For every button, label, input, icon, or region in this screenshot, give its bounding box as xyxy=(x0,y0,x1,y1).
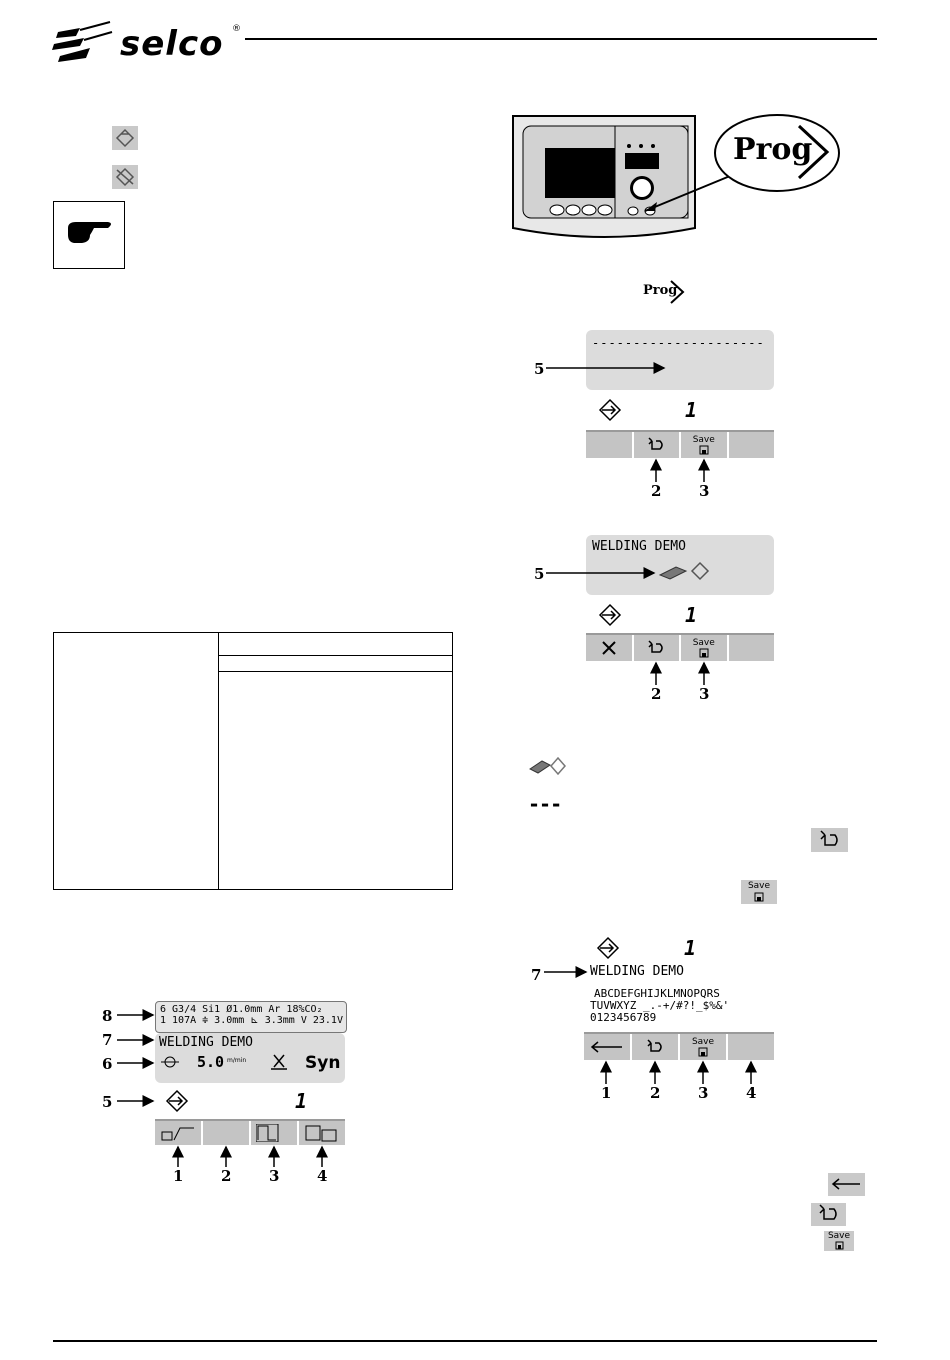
prog-icon xyxy=(112,126,138,150)
callout-5: 5 xyxy=(534,360,545,378)
backspace-icon xyxy=(828,1173,865,1196)
memory-chip-icon xyxy=(528,757,552,775)
prog-icon xyxy=(690,561,710,581)
softkey-2[interactable] xyxy=(203,1121,251,1145)
status-line-2: 1 107A ≑ 3.0mm ⊾ 3.3mm V 23.1V xyxy=(160,1015,343,1026)
demo-title: WELDING DEMO xyxy=(592,539,686,554)
prog-callout-label: Prog xyxy=(733,132,813,167)
info-table xyxy=(53,632,453,890)
softkey-4[interactable] xyxy=(299,1121,345,1145)
enter-icon xyxy=(165,1089,189,1113)
prog-arrow-icon xyxy=(795,122,835,182)
graph-icon xyxy=(160,1124,196,1142)
charset-line-2[interactable]: TUVWXYZ _.-+/#?!_$%&' xyxy=(590,999,730,1012)
prog-small-arrow-icon xyxy=(669,279,685,305)
demo-program-figure xyxy=(530,533,780,708)
callout-key-3: 3 xyxy=(269,1167,280,1185)
legend-save-icon-2 xyxy=(824,1231,854,1251)
softkey-cancel[interactable] xyxy=(586,635,634,661)
callout-key-2: 2 xyxy=(651,482,662,500)
callout-key-1: 1 xyxy=(601,1084,612,1102)
cancel-icon xyxy=(600,639,618,657)
undo-icon xyxy=(646,640,666,656)
prog-locked-icon xyxy=(112,165,138,189)
callout-7: 7 xyxy=(102,1031,113,1049)
save-label: Save xyxy=(692,637,715,648)
softkey-undo[interactable] xyxy=(632,1034,680,1060)
undo-icon xyxy=(645,1039,665,1055)
note-box xyxy=(53,201,125,269)
save-icon xyxy=(698,1047,708,1057)
softkey-undo[interactable] xyxy=(634,635,682,661)
wire-speed-unit: m/min xyxy=(227,1057,247,1064)
pointing-hand-icon xyxy=(54,202,124,268)
prog-icon xyxy=(550,757,566,775)
main-display-figure xyxy=(95,995,365,1190)
demo-lcd xyxy=(586,535,774,595)
legend-undo-icon xyxy=(811,828,848,852)
save-label: Save xyxy=(692,434,715,445)
softkey-backspace[interactable] xyxy=(584,1034,632,1060)
callout-5: 5 xyxy=(102,1093,113,1111)
callout-key-2: 2 xyxy=(650,1084,661,1102)
callout-key-3: 3 xyxy=(698,1084,709,1102)
callout-arrows xyxy=(528,930,788,1105)
legend-save-icon xyxy=(741,880,777,904)
legend-memory-icon xyxy=(528,755,568,777)
header-rule xyxy=(245,38,877,40)
softkey-bar xyxy=(584,1032,774,1060)
status-bar xyxy=(155,1001,347,1033)
header-logo xyxy=(50,18,250,68)
softkey-save[interactable] xyxy=(680,1034,728,1060)
name-edit-figure xyxy=(528,930,788,1105)
empty-dashes: --------------------- xyxy=(592,336,765,350)
legend-undo-icon-2 xyxy=(811,1203,846,1226)
callout-key-4: 4 xyxy=(746,1084,757,1102)
callout-key-2: 2 xyxy=(651,685,662,703)
undo-icon xyxy=(811,1203,846,1226)
wire-speed-value: 5.0 xyxy=(197,1053,225,1071)
softkey-save[interactable] xyxy=(681,635,729,661)
registered-mark: ® xyxy=(232,24,241,34)
softkey-4[interactable] xyxy=(729,432,775,458)
status-line-1: 6 G3/4 Si1 Ø1.0mm Ar 18%CO₂ xyxy=(160,1004,323,1015)
pulse-off-icon xyxy=(256,1124,292,1142)
memory-chip-icon xyxy=(658,563,688,581)
callout-key-2: 2 xyxy=(221,1167,232,1185)
softkey-3[interactable] xyxy=(251,1121,299,1145)
prog-small-label: Prog xyxy=(643,283,678,298)
torch-icon xyxy=(269,1053,289,1071)
charset-line-3[interactable]: 0123456789 xyxy=(590,1011,657,1024)
undo-icon xyxy=(646,437,666,453)
softkey-undo[interactable] xyxy=(634,432,682,458)
callout-7: 7 xyxy=(531,966,542,984)
callout-key-3: 3 xyxy=(699,482,710,500)
control-panel-figure xyxy=(505,108,850,248)
callout-5: 5 xyxy=(534,565,545,583)
program-number: 1 xyxy=(685,398,698,422)
enter-icon xyxy=(598,398,622,422)
save-icon xyxy=(699,445,709,455)
enter-icon xyxy=(598,603,622,627)
selco-swirl-icon xyxy=(50,18,120,68)
program-number: 1 xyxy=(684,936,697,960)
softkey-4[interactable] xyxy=(729,635,775,661)
program-title: WELDING DEMO xyxy=(159,1035,253,1050)
main-lcd xyxy=(155,1033,345,1083)
softkey-4[interactable] xyxy=(728,1034,774,1060)
save-label: Save xyxy=(691,1036,715,1047)
name-field[interactable]: WELDING DEMO xyxy=(590,964,684,979)
save-label: Save xyxy=(747,881,771,891)
backspace-icon xyxy=(590,1041,624,1053)
wire-diameter-icon xyxy=(161,1055,179,1069)
save-icon xyxy=(835,1241,844,1250)
softkey-save[interactable] xyxy=(681,432,729,458)
softkey-bar xyxy=(586,633,774,661)
empty-lcd xyxy=(586,330,774,390)
callout-key-1: 1 xyxy=(173,1167,184,1185)
empty-program-figure xyxy=(530,328,780,503)
legend-backspace-icon xyxy=(828,1173,865,1196)
charset-line-1[interactable]: ABCDEFGHIJKLMNOPQRS xyxy=(594,987,720,1000)
menu-icon xyxy=(304,1124,340,1142)
legend-dashes: --- xyxy=(528,792,562,816)
callout-key-4: 4 xyxy=(317,1167,328,1185)
callout-8: 8 xyxy=(102,1007,113,1025)
prog-button-small xyxy=(643,279,683,305)
undo-icon xyxy=(811,828,848,852)
softkey-1[interactable] xyxy=(155,1121,203,1145)
mode-value: Syn xyxy=(305,1053,341,1073)
brand-name: selco xyxy=(120,24,224,64)
callout-6: 6 xyxy=(102,1055,113,1073)
footer-rule xyxy=(53,1340,877,1342)
softkey-1[interactable] xyxy=(586,432,634,458)
program-number: 1 xyxy=(685,603,698,627)
enter-icon xyxy=(596,936,620,960)
program-number: 1 xyxy=(295,1089,308,1113)
softkey-bar xyxy=(155,1119,345,1145)
callout-key-3: 3 xyxy=(699,685,710,703)
save-label: Save xyxy=(827,1231,851,1241)
softkey-bar xyxy=(586,430,774,458)
save-icon xyxy=(699,648,709,658)
save-icon xyxy=(754,892,764,902)
